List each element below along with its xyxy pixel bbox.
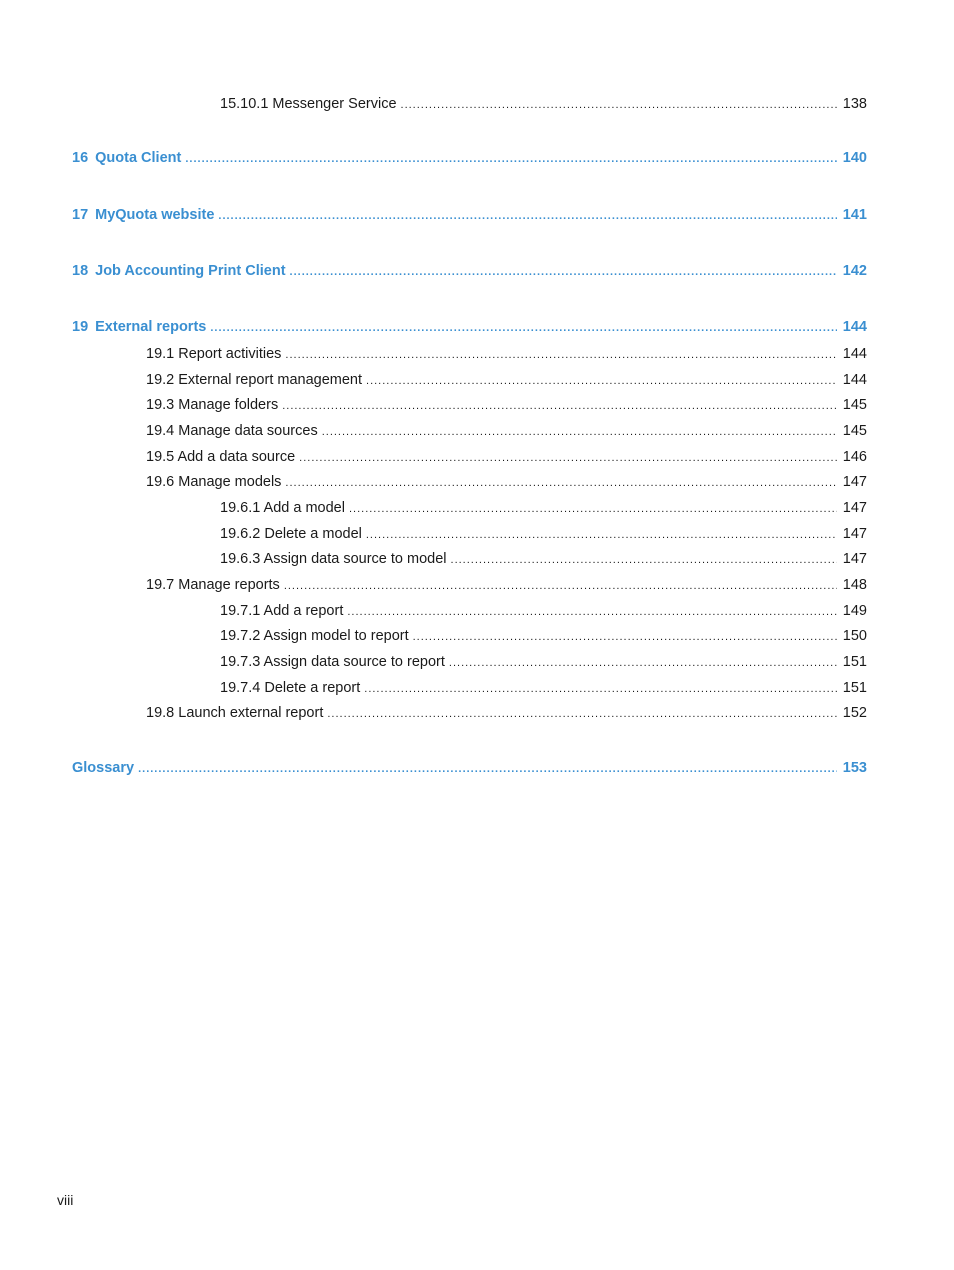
dot-leader (364, 683, 837, 695)
toc-entry-page: 148 (842, 577, 867, 593)
toc-entry-page: 152 (842, 705, 867, 721)
toc-entry-page: 153 (842, 760, 867, 776)
dot-leader (218, 210, 837, 222)
dot-leader (449, 657, 837, 669)
page-number: viii (57, 1192, 74, 1208)
toc-chapter-19[interactable] (72, 319, 867, 339)
toc-entry-title: 19.4 Manage data sources (146, 423, 318, 439)
dot-leader (299, 452, 837, 464)
chapter-number: 16 (72, 150, 89, 166)
toc-entry-19-7-4[interactable] (220, 680, 867, 700)
toc-entry-page: 149 (842, 603, 867, 619)
dot-leader (290, 266, 837, 278)
toc-entry-page: 144 (842, 346, 867, 362)
toc-entry-title: 19.3 Manage folders (146, 397, 279, 413)
toc-entry-page: 147 (842, 526, 867, 542)
toc-entry-title: 19.5 Add a data source (146, 449, 296, 465)
toc-entry-page: 147 (842, 500, 867, 516)
dot-leader (347, 606, 837, 618)
toc-entry-page: 147 (842, 474, 867, 490)
dot-leader (322, 426, 837, 438)
toc-entry-title: 19.7.4 Delete a report (220, 680, 361, 696)
chapter-title: MyQuota website (95, 207, 215, 223)
dot-leader (451, 554, 837, 566)
dot-leader (327, 708, 837, 720)
toc-entry-page: 147 (842, 551, 867, 567)
dot-leader (285, 477, 837, 489)
dot-leader (282, 400, 837, 412)
toc-entry-page: 144 (842, 372, 867, 388)
toc-entry-page: 150 (842, 628, 867, 644)
toc-entry-page: 151 (842, 680, 867, 696)
toc-entry-page: 144 (842, 319, 867, 335)
toc-entry-19-6-3[interactable] (220, 551, 867, 571)
chapter-number: 18 (72, 263, 89, 279)
toc-entry-page: 138 (842, 96, 867, 112)
chapter-title: Job Accounting Print Client (95, 263, 286, 279)
toc-entry-19-2[interactable] (146, 372, 867, 392)
dot-leader (366, 529, 837, 541)
chapter-title: Quota Client (95, 150, 182, 166)
toc-entry-19-6-1[interactable] (220, 500, 867, 520)
dot-leader (413, 631, 837, 643)
toc-entry-title: 19.7.3 Assign data source to report (220, 654, 445, 670)
toc-entry-page: 140 (842, 150, 867, 166)
dot-leader (285, 349, 837, 361)
toc-entry-title: 15.10.1 Messenger Service (220, 96, 397, 112)
dot-leader (185, 153, 837, 165)
toc-entry-title: 19.7.2 Assign model to report (220, 628, 409, 644)
dot-leader (349, 503, 837, 515)
toc-entry-title: 19.7.1 Add a report (220, 603, 344, 619)
dot-leader (401, 99, 837, 111)
toc-chapter-17[interactable] (72, 207, 867, 227)
toc-entry-title: 19.6.2 Delete a model (220, 526, 362, 542)
toc-entry-19-7[interactable] (146, 577, 867, 597)
toc-chapter-18[interactable] (72, 263, 867, 283)
chapter-title: Glossary (72, 760, 135, 776)
chapter-number: 17 (72, 207, 89, 223)
toc-entry-19-1[interactable] (146, 346, 867, 366)
toc-entry-title: 19.1 Report activities (146, 346, 282, 362)
toc-entry-15-10-1[interactable] (220, 96, 867, 116)
toc-entry-19-6-2[interactable] (220, 526, 867, 546)
dot-leader (138, 763, 837, 775)
toc-entry-title: 19.8 Launch external report (146, 705, 324, 721)
toc-entry-title: 19.6.3 Assign data source to model (220, 551, 447, 567)
toc-entry-title: 19.6 Manage models (146, 474, 282, 490)
dot-leader (366, 375, 837, 387)
toc-entry-page: 146 (842, 449, 867, 465)
dot-leader (284, 580, 837, 592)
toc-entry-page: 145 (842, 423, 867, 439)
toc-entry-page: 145 (842, 397, 867, 413)
toc-entry-title: 19.7 Manage reports (146, 577, 280, 593)
toc-entry-title: 19.2 External report management (146, 372, 363, 388)
toc-entry-title: 19.6.1 Add a model (220, 500, 345, 516)
toc-entry-19-8[interactable] (146, 705, 867, 725)
toc-entry-19-4[interactable] (146, 423, 867, 443)
toc-entry-page: 141 (842, 207, 867, 223)
toc-entry-page: 151 (842, 654, 867, 670)
toc-entry-19-7-2[interactable] (220, 628, 867, 648)
toc-entry-19-6[interactable] (146, 474, 867, 494)
toc-glossary[interactable] (72, 760, 867, 780)
toc-entry-19-7-1[interactable] (220, 603, 867, 623)
chapter-number: 19 (72, 319, 89, 335)
toc-entry-19-7-3[interactable] (220, 654, 867, 674)
toc-entry-19-3[interactable] (146, 397, 867, 417)
toc-chapter-16[interactable] (72, 150, 867, 170)
toc-entry-19-5[interactable] (146, 449, 867, 469)
chapter-title: External reports (95, 319, 207, 335)
dot-leader (210, 322, 837, 334)
toc-entry-page: 142 (842, 263, 867, 279)
